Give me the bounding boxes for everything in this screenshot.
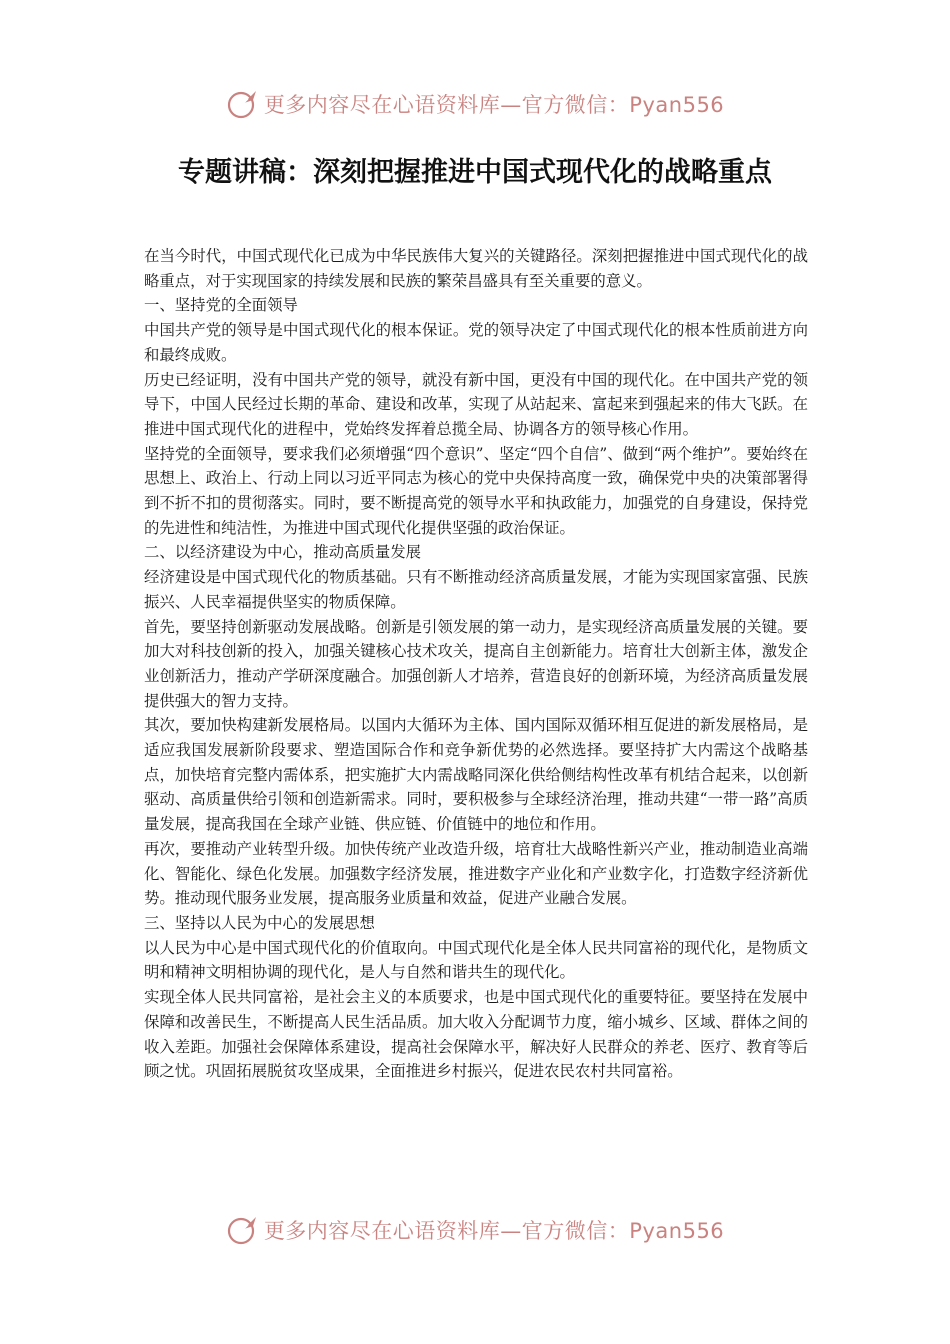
watermark-text: 更多内容尽在心语资料库—官方微信：Pyan556	[263, 1219, 725, 1243]
pen-quill-icon	[226, 87, 260, 121]
paragraph: 首先，要坚持创新驱动发展战略。创新是引领发展的第一动力，是实现经济高质量发展的关键。要加大对科技创新的投入，加强关键核心技术攻关，提高自主创新能力。培育壮大创新主体，激发企业创新活力，推动产学研深度融合。加强创新人才培养，营造良好的创新环境，为经济高质量发展提供强大的智力支持。	[144, 617, 808, 710]
paragraph: 实现全体人民共同富裕，是社会主义的本质要求，也是中国式现代化的重要特征。要坚持在发展中保障和改善民生，不断提高人民生活品质。加大收入分配调节力度，缩小城乡、区域、群体之间的收入差距。加强社会保障体系建设，提高社会保障水平，解决好人民群众的养老、医疗、教育等后顾之忧。巩固拓展脱贫攻坚成果，全面推进乡村振兴，促进农民农村共同富裕。	[144, 988, 808, 1081]
paragraph: 在当今时代，中国式现代化已成为中华民族伟大复兴的关键路径。深刻把握推进中国式现代化的战略重点，对于实现国家的持续发展和民族的繁荣昌盛具有至关重要的意义。	[144, 247, 808, 290]
paragraph: 经济建设是中国式现代化的物质基础。只有不断推动经济高质量发展，才能为实现国家富强、民族振兴、人民幸福提供坚实的物质保障。	[144, 568, 808, 611]
footer-watermark	[0, 1210, 950, 1250]
document-body	[144, 244, 808, 1084]
paragraph: 中国共产党的领导是中国式现代化的根本保证。党的领导决定了中国式现代化的根本性质前进方向和最终成败。	[144, 321, 808, 364]
section-heading: 三、坚持以人民为中心的发展思想	[144, 913, 375, 932]
paragraph: 其次，要加快构建新发展格局。以国内大循环为主体、国内国际双循环相互促进的新发展格局，是适应我国发展新阶段要求、塑造国际合作和竞争新优势的必然选择。要坚持扩大内需这个战略基点，加快培育完整内需体系，把实施扩大内需战略同深化供给侧结构性改革有机结合起来，以创新驱动、高质量供给引领和创造新需求。同时，要积极参与全球经济治理，推动共建“一带一路”高质量发展，提高我国在全球产业链、供应链、价值链中的地位和作用。	[144, 716, 808, 834]
header-watermark	[0, 84, 950, 124]
document-title: 专题讲稿：深刻把握推进中国式现代化的战略重点	[178, 157, 772, 188]
paragraph: 历史已经证明，没有中国共产党的领导，就没有新中国，更没有中国的现代化。在中国共产党的领导下，中国人民经过长期的革命、建设和改革，实现了从站起来、富起来到强起来的伟大飞跃。在推进中国式现代化的进程中，党始终发挥着总揽全局、协调各方的领导核心作用。	[144, 370, 808, 438]
section-heading: 一、坚持党的全面领导	[144, 296, 298, 315]
paragraph: 再次，要推动产业转型升级。加快传统产业改造升级，培育壮大战略性新兴产业，推动制造业高端化、智能化、绿色化发展。加强数字经济发展，推进数字产业化和产业数字化，打造数字经济新优势。推动现代服务业发展，提高服务业质量和效益，促进产业融合发展。	[144, 839, 808, 908]
paragraph: 坚持党的全面领导，要求我们必须增强“四个意识”、坚定“四个自信”、做到“两个维护”。要始终在思想上、政治上、行动上同以习近平同志为核心的党中央保持高度一致，确保党中央的决策部署得到不折不扣的贯彻落实。同时，要不断提高党的领导水平和执政能力，加强党的自身建设，保持党的先进性和纯洁性，为推进中国式现代化提供坚强的政治保证。	[144, 444, 808, 537]
watermark-text: 更多内容尽在心语资料库—官方微信：Pyan556	[263, 93, 725, 117]
paragraph: 以人民为中心是中国式现代化的价值取向。中国式现代化是全体人民共同富裕的现代化，是物质文明和精神文明相协调的现代化，是人与自然和谐共生的现代化。	[144, 938, 808, 982]
section-heading: 二、以经济建设为中心，推动高质量发展	[144, 543, 422, 562]
pen-quill-icon	[226, 1213, 260, 1247]
